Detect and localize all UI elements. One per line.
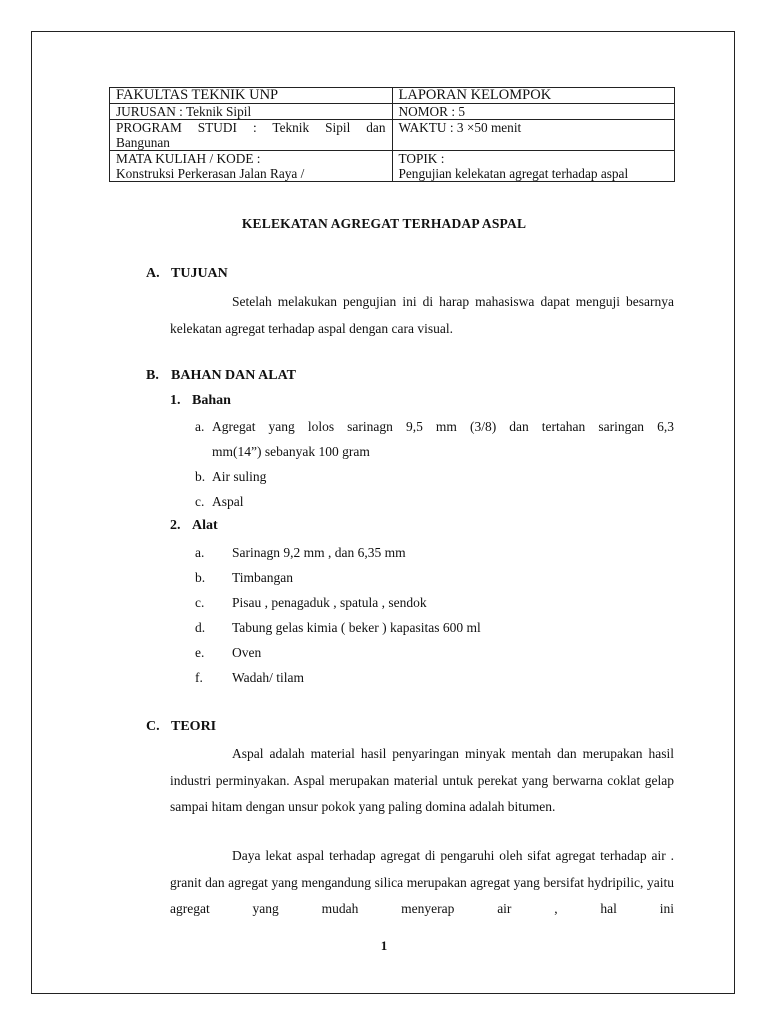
alat-heading: 2. Alat: [170, 518, 218, 533]
list-item: d. Tabung gelas kimia ( beker ) kapasitas 600 ml: [195, 620, 481, 635]
topic-label: TOPIK :: [398, 151, 445, 166]
course-value: Konstruksi Perkerasan Jalan Raya /: [116, 166, 305, 181]
list-item: a. Agregat yang lolos sarinagn 9,5 mm (3/8) dan tertahan saringan 6,3 mm(14”) sebanyak 100 gram: [195, 419, 674, 459]
section-c-heading: C. TEORI: [146, 719, 217, 734]
time-cell: WAKTU : 3 ×50 menit: [392, 120, 675, 151]
table-row: [110, 88, 675, 104]
section-a-paragraph: Setelah melakukan pengujian ini di harap mahasiswa dapat menguji besarnya kelekatan agregat terhadap aspal dengan cara visual.: [170, 294, 674, 336]
document-title: KELEKATAN AGREGAT TERHADAP ASPAL: [241, 216, 527, 231]
course-label: MATA KULIAH / KODE :: [116, 151, 261, 166]
program-line-2: Bangunan: [116, 135, 170, 150]
page-number: 1: [380, 938, 388, 953]
report-type-cell: LAPORAN KELOMPOK: [392, 88, 675, 104]
list-item: c. Pisau , penagaduk , spatula , sendok: [195, 595, 427, 610]
topic-cell: [392, 151, 675, 182]
table-row: [110, 151, 675, 182]
topic-value: Pengujian kelekatan agregat terhadap aspal: [398, 166, 629, 181]
program-line-1: PROGRAM STUDI : Teknik Sipil dan: [116, 120, 386, 135]
header-table: [109, 87, 675, 182]
section-c-paragraph-2: Daya lekat aspal terhadap agregat di pengaruhi oleh sifat agregat terhadap air . granit dan agregat yang mengandung silica merupakan agregat yang bersifat hydripilic, yaitu agregat yang mudah menyerap air , hal ini: [170, 848, 674, 916]
section-b-heading: B. BAHAN DAN ALAT: [146, 368, 296, 383]
department-cell: JURUSAN : Teknik Sipil: [110, 104, 393, 120]
list-item: f. Wadah/ tilam: [195, 670, 305, 685]
faculty-cell: FAKULTAS TEKNIK UNP: [110, 88, 393, 104]
number-cell: NOMOR : 5: [392, 104, 675, 120]
section-a-heading: A. TUJUAN: [146, 266, 228, 281]
table-row: [110, 104, 675, 120]
list-item: c. Aspal: [195, 494, 244, 509]
list-item: b. Timbangan: [195, 570, 294, 585]
bahan-heading: 1. Bahan: [170, 393, 231, 408]
list-item: a. Sarinagn 9,2 mm , dan 6,35 mm: [195, 545, 406, 560]
course-cell: [110, 151, 393, 182]
list-item: b. Air suling: [195, 469, 267, 484]
program-cell: [110, 120, 393, 151]
table-row: [110, 120, 675, 151]
section-c-paragraph-1: Aspal adalah material hasil penyaringan minyak mentah dan merupakan hasil industri perminyakan. Aspal merupakan material untuk perekat yang berwarna coklat gelap sampai hitam dengan unsur pokok yang paling domina adalah bitumen.: [170, 746, 674, 814]
list-item: e. Oven: [195, 645, 262, 660]
